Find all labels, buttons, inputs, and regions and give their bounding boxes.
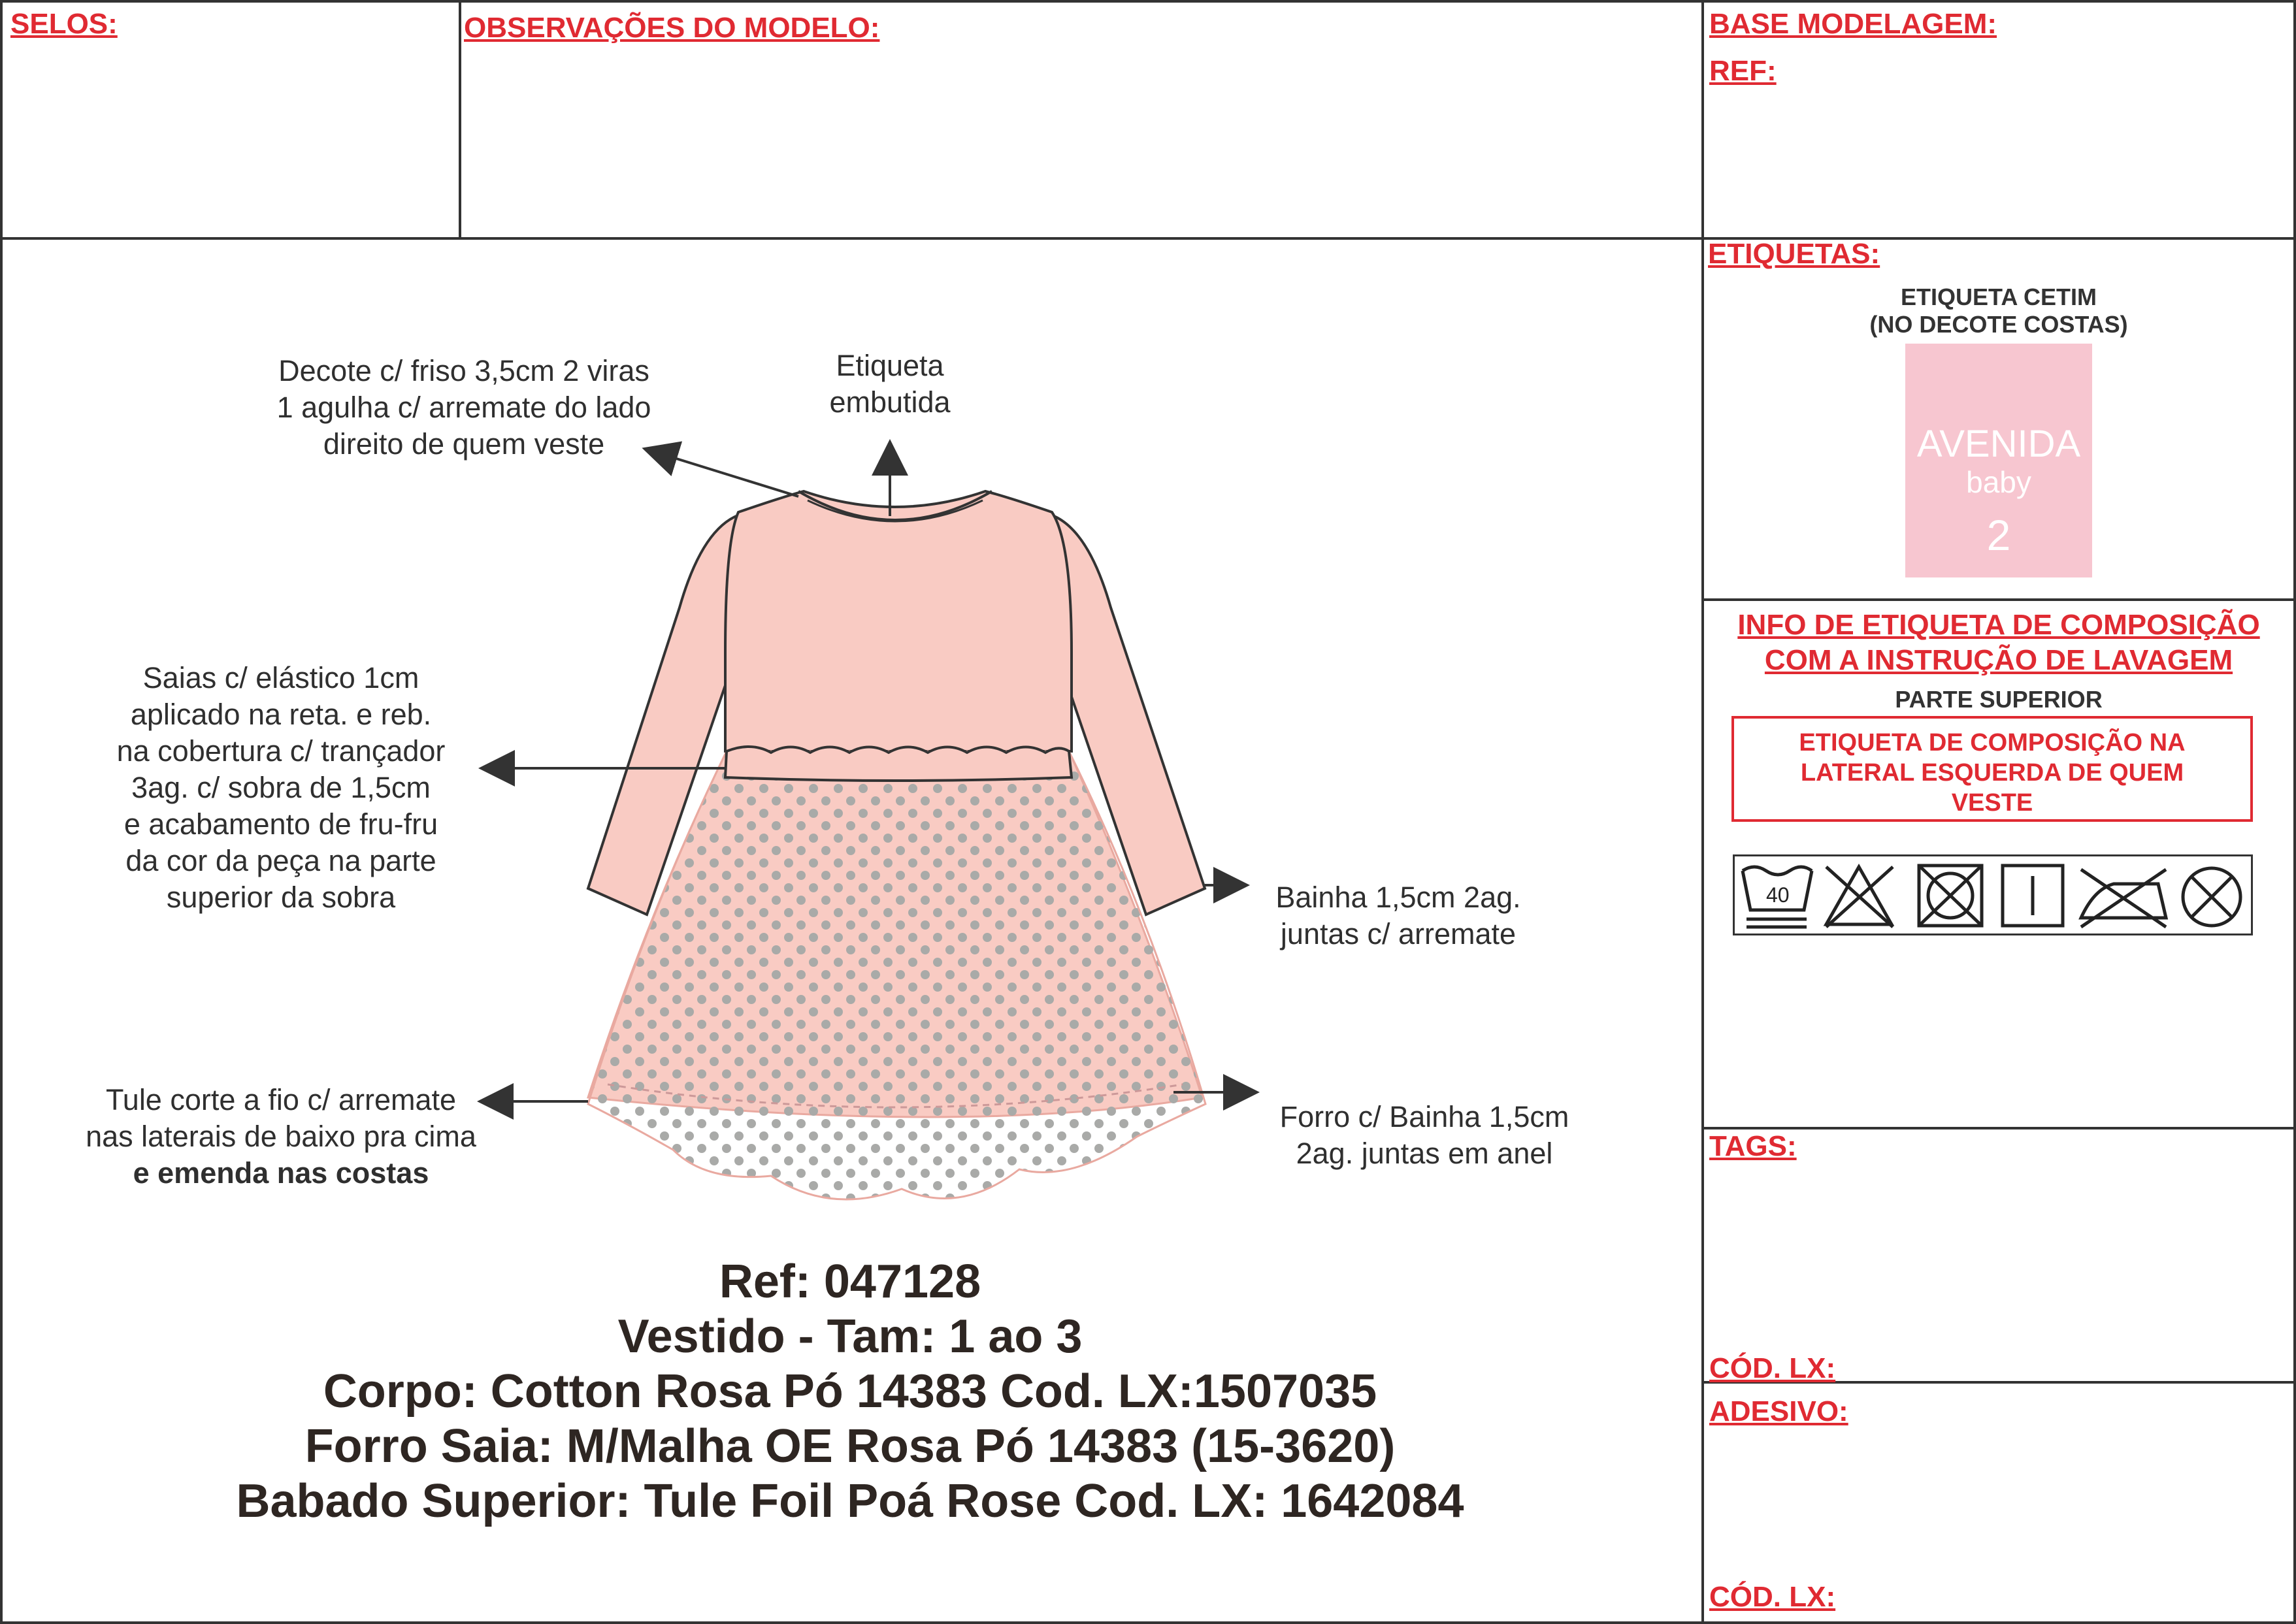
composicao-line3: VESTE: [1951, 789, 2033, 817]
spec-forro: Forro Saia: M/Malha OE Rosa Pó 14383 (15-3620): [304, 1420, 1396, 1472]
tule-note: Tule corte a fio c/ arremate nas laterais de baixo pra cima e emenda nas costas: [86, 1083, 476, 1190]
wash-40-icon: [1743, 867, 1812, 927]
no-iron-icon: [2081, 869, 2166, 927]
decote-note: Decote c/ friso 3,5cm 2 viras 1 agulha c/ arremate do lado direito de quem veste: [276, 354, 651, 461]
line-dry-icon: [2003, 866, 2063, 926]
brand-size: 2: [1986, 511, 2011, 559]
base-modelagem-label: BASE MODELAGEM:: [1709, 8, 1997, 40]
wash-temp: 40: [1766, 883, 1790, 907]
bainha-note: Bainha 1,5cm 2ag. juntas c/ arremate: [1275, 881, 1521, 950]
etiquetas-label: ETIQUETAS:: [1708, 238, 1880, 270]
selos-label: SELOS:: [10, 8, 118, 40]
brand-sub: baby: [1966, 465, 2031, 499]
observacoes-label: OBSERVAÇÕES DO MODELO:: [464, 12, 880, 44]
brand-name: AVENIDA: [1916, 423, 2081, 465]
forro-note: Forro c/ Bainha 1,5cm 2ag. juntas em anel: [1279, 1100, 1569, 1170]
brand-label: [1905, 344, 2092, 577]
saias-note: Saias c/ elástico 1cm aplicado na reta. e reb. na cobertura c/ trançador 3ag. c/ sobra de 1,5cm e acabamento de fru-fru da cor da peça na parte superior da sobra: [116, 661, 446, 914]
tags-cell: [1701, 1127, 2296, 1384]
adesivo-label: ADESIVO:: [1709, 1395, 1848, 1427]
cod-lx-label-1: CÓD. LX:: [1709, 1352, 1836, 1384]
parte-superior: PARTE SUPERIOR: [1895, 686, 2103, 713]
spec-corpo: Corpo: Cotton Rosa Pó 14383 Cod. LX:1507035: [323, 1365, 1377, 1418]
info-line2: COM A INSTRUÇÃO DE LAVAGEM: [1764, 644, 2233, 676]
no-bleach-icon: [1826, 867, 1893, 927]
spec-ref: Ref: 047128: [719, 1256, 981, 1308]
care-icons-strip: [1733, 854, 2253, 935]
spec-babado: Babado Superior: Tule Foil Poá Rose Cod. LX: 1642084: [236, 1475, 1464, 1527]
cod-lx-label-2: CÓD. LX:: [1709, 1581, 1836, 1613]
etiqueta-cetim-line2: (NO DECOTE COSTAS): [1869, 311, 2128, 338]
composicao-line2: LATERAL ESQUERDA DE QUEM: [1800, 759, 2184, 787]
ref-label: REF:: [1709, 55, 1777, 87]
composicao-box: [1731, 716, 2253, 822]
info-line1: INFO DE ETIQUETA DE COMPOSIÇÃO: [1737, 609, 2260, 641]
spec-vestido: Vestido - Tam: 1 ao 3: [617, 1310, 1083, 1363]
etiqueta-cetim-line1: ETIQUETA CETIM: [1901, 284, 2097, 310]
no-tumble-dry-icon: [1919, 866, 1982, 926]
composicao-line1: ETIQUETA DE COMPOSIÇÃO NA: [1799, 729, 2186, 756]
tags-label: TAGS:: [1709, 1130, 1797, 1162]
etiqueta-note: Etiqueta embutida: [829, 349, 951, 419]
no-dry-clean-icon: [2183, 868, 2240, 926]
